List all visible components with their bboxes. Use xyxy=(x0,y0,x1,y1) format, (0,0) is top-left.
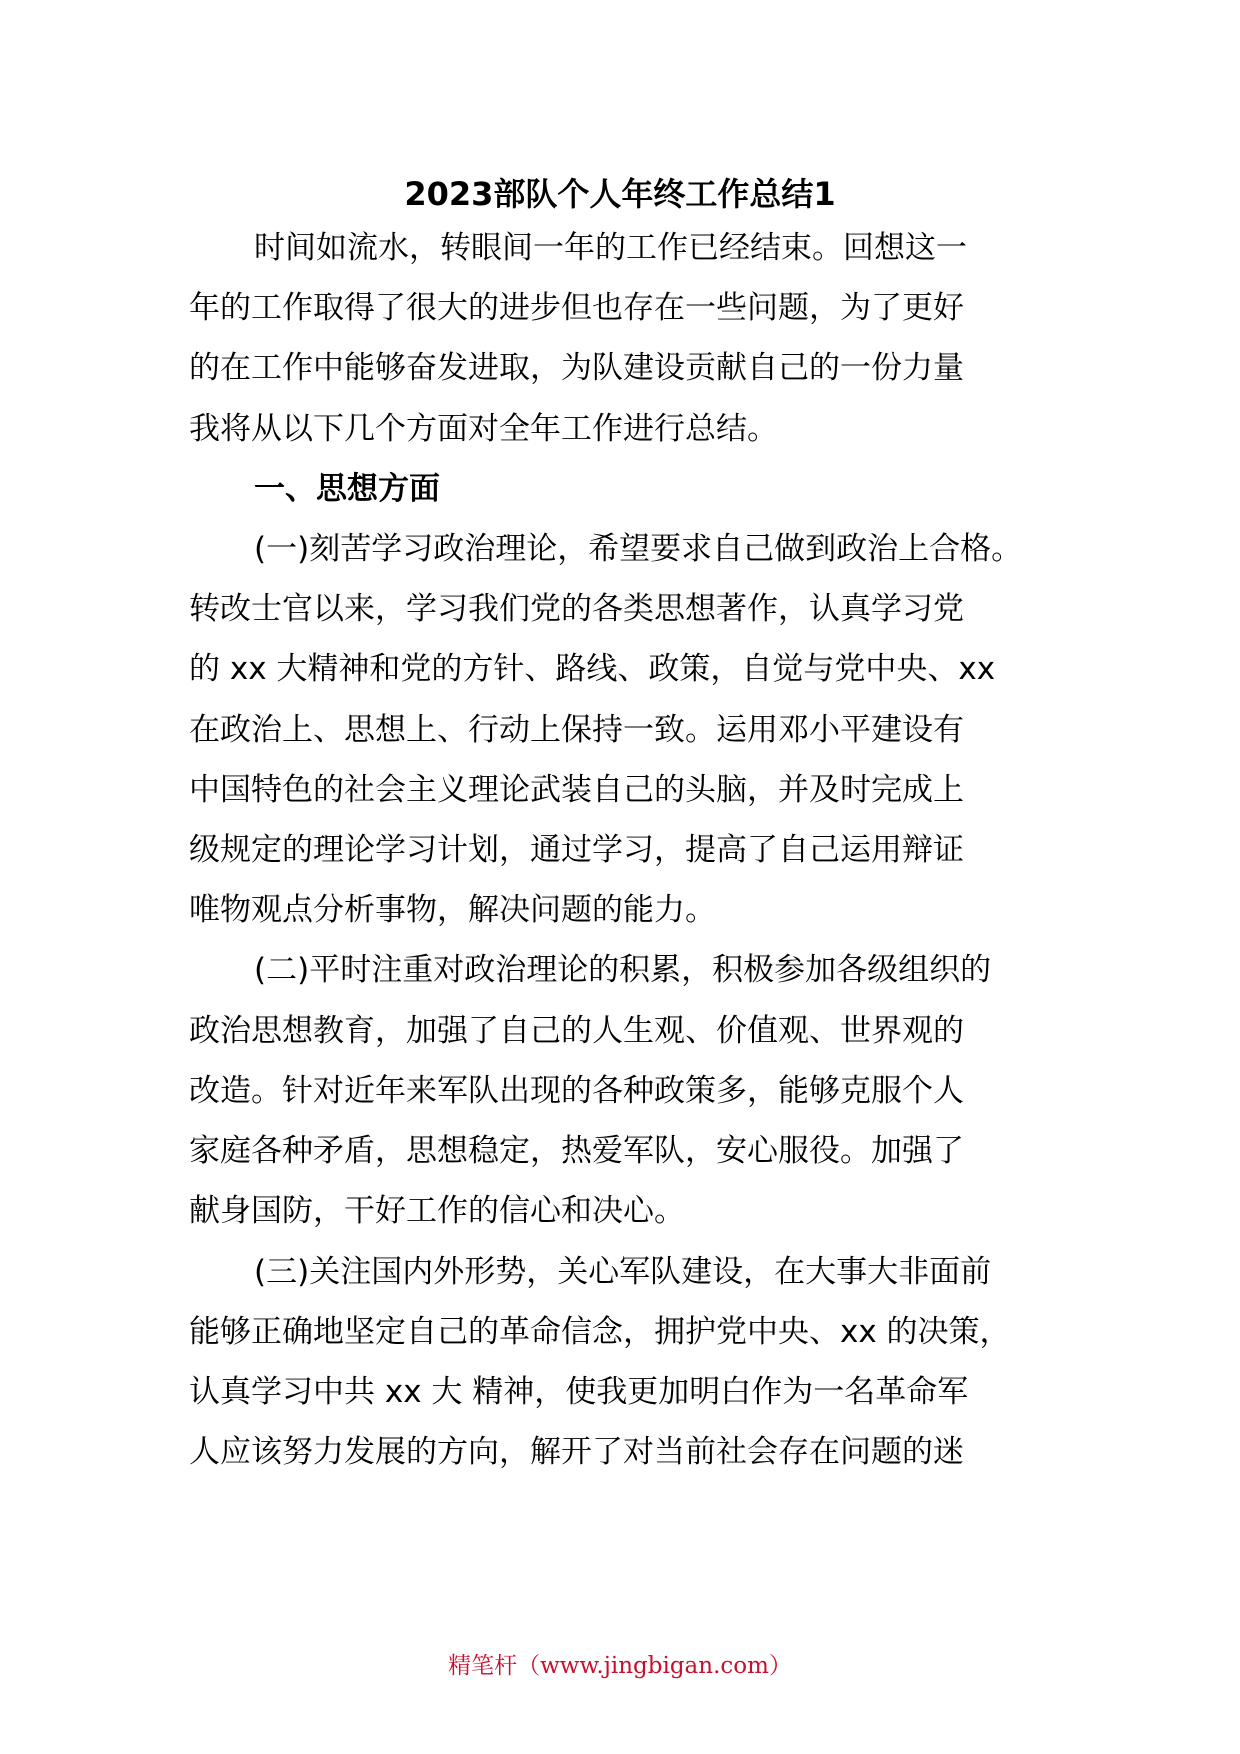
paragraph-line: 我将从以下几个方面对全年工作进行总结。 xyxy=(189,411,778,447)
paragraph-line: 能够正确地坚定自己的革命信念，拥护党中央、xx 的决策， xyxy=(189,1314,1011,1350)
paragraph-line: 转改士官以来，学习我们党的各类思想著作，认真学习党 xyxy=(189,591,964,627)
paragraph-line: 在政治上、思想上、行动上保持一致。运用邓小平建设有 xyxy=(189,712,964,748)
paragraph-line: 年的工作取得了很大的进步但也存在一些问题，为了更好 xyxy=(189,290,964,326)
section-heading: 一、思想方面 xyxy=(254,471,440,507)
paragraph-line: 改造。针对近年来军队出现的各种政策多，能够克服个人 xyxy=(189,1073,964,1109)
footer-watermark: 精笔杆（www.jingbigan.com） xyxy=(448,1653,792,1679)
paragraph-line: 家庭各种矛盾，思想稳定，热爱军队，安心服役。加强了 xyxy=(189,1133,964,1169)
paragraph-line: 认真学习中共 xx 大 精神，使我更加明白作为一名革命军 xyxy=(189,1374,969,1410)
paragraph-line: 政治思想教育，加强了自己的人生观、价值观、世界观的 xyxy=(189,1013,964,1049)
paragraph-line: 中国特色的社会主义理论武装自己的头脑，并及时完成上 xyxy=(189,772,964,808)
paragraph-line: 的 xx 大精神和党的方针、路线、政策，自觉与党中央、xx xyxy=(189,651,996,687)
paragraph-line: (二)平时注重对政治理论的积累，积极参加各级组织的 xyxy=(254,952,992,988)
paragraph-line: 级规定的理论学习计划，通过学习，提高了自己运用辩证 xyxy=(189,832,964,868)
paragraph-line: 的在工作中能够奋发进取，为队建设贡献自己的一份力量 xyxy=(189,350,964,386)
paragraph-line: 献身国防，干好工作的信心和决心。 xyxy=(189,1193,685,1229)
paragraph-line: 唯物观点分析事物，解决问题的能力。 xyxy=(189,892,716,928)
paragraph-line: 人应该努力发展的方向，解开了对当前社会存在问题的迷 xyxy=(189,1434,964,1470)
paragraph-line: (三)关注国内外形势，关心军队建设，在大事大非面前 xyxy=(254,1254,992,1290)
paragraph-line: 时间如流水，转眼间一年的工作已经结束。回想这一 xyxy=(254,230,967,266)
paragraph-line: (一)刻苦学习政治理论，希望要求自己做到政治上合格。 xyxy=(254,531,1023,567)
document-title: 2023部队个人年终工作总结1 xyxy=(404,175,836,213)
